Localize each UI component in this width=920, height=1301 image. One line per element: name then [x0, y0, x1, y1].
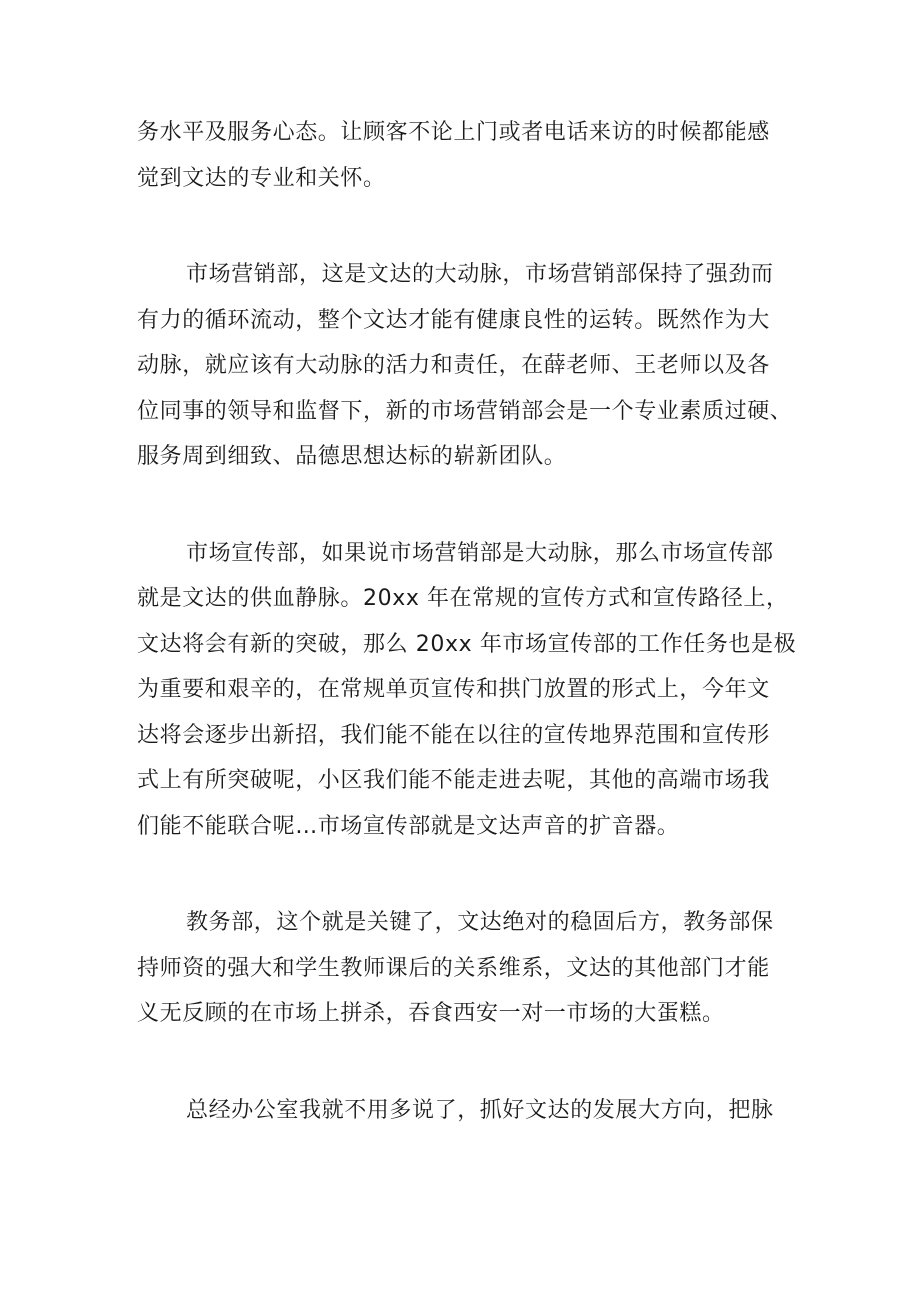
text-line: 务水平及服务心态。让顾客不论上门或者电话来访的时候都能感 [137, 120, 770, 145]
text-line: 们能不能联合呢…市场宣传部就是文达声音的扩音器。 [137, 813, 680, 839]
text-line: 为重要和艰辛的，在常规单页宣传和拱门放置的形式上，今年文 [137, 677, 770, 702]
text-line: 有力的循环流动，整个文达才能有健康良性的运转。既然作为大 [137, 307, 770, 333]
document-body [137, 110, 797, 1133]
text-line: 文达将会有新的突破，那么 20xx 年市场宣传部的工作任务也是极 [137, 631, 797, 657]
text-line: 式上有所突破呢，小区我们能不能走进去呢，其他的高端市场我 [137, 768, 770, 793]
paragraph-general-office [137, 1088, 797, 1134]
paragraph-publicity [137, 531, 797, 850]
text-line: 持师资的强大和学生教师课后的关系维系，文达的其他部门才能 [137, 955, 770, 981]
text-line: 动脉，就应该有大动脉的活力和责任，在薛老师、王老师以及各 [137, 353, 770, 378]
paragraph-academic-affairs [137, 900, 797, 1037]
text-line: 市场营销部，这是文达的大动脉，市场营销部保持了强劲而 [186, 262, 774, 287]
text-line: 总经办公室我就不用多说了，抓好文达的发展大方向，把脉 [186, 1097, 774, 1123]
text-line: 教务部，这个就是关键了，文达绝对的稳固后方，教务部保 [186, 910, 774, 935]
paragraph-gap [137, 849, 797, 900]
paragraph-gap [137, 480, 797, 531]
text-line: 就是文达的供血静脉。20xx 年在常规的宣传方式和宣传路径上， [137, 586, 789, 611]
text-line: 觉到文达的专业和关怀。 [137, 165, 386, 191]
text-line: 义无反顾的在市场上拼杀，吞食西安一对一市场的大蛋糕。 [137, 1001, 725, 1026]
text-line: 位同事的领导和监督下，新的市场营销部会是一个专业素质过硬、 [137, 398, 793, 424]
text-line: 市场宣传部，如果说市场营销部是大动脉，那么市场宣传部 [186, 540, 774, 566]
text-line: 达将会逐步出新招，我们能不能在以往的宣传地界范围和宣传形 [137, 722, 770, 748]
paragraph-gap [137, 201, 797, 252]
text-line: 服务周到细致、品德思想达标的崭新团队。 [137, 444, 567, 469]
paragraph-marketing [137, 252, 797, 480]
paragraph-service [137, 110, 797, 201]
paragraph-gap [137, 1037, 797, 1088]
